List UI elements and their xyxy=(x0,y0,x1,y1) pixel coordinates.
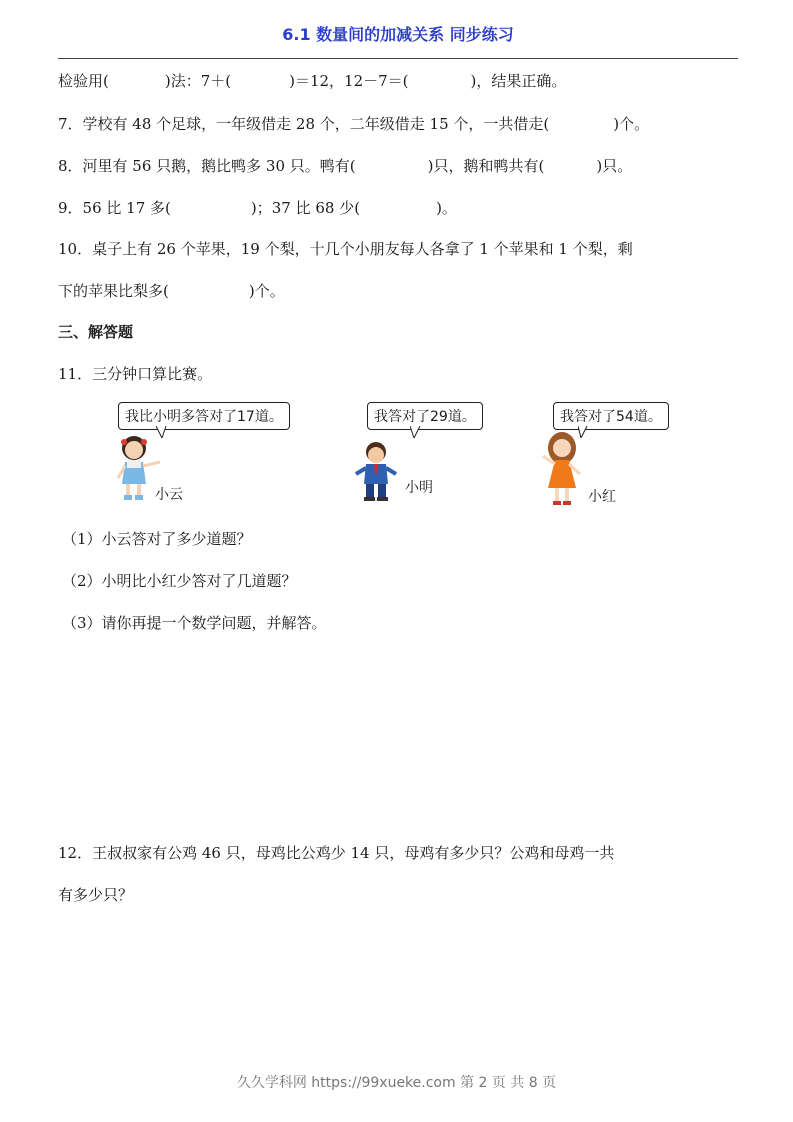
page-title: 6.1 数量间的加减关系 同步练习 xyxy=(282,25,514,44)
question-9 xyxy=(58,197,457,218)
question-11-sub-3: （3）请你再提一个数学问题，并解答。 xyxy=(62,614,327,632)
line-text: 8．河里有 56 只鹅，鹅比鸭多 30 只。鸭有( xyxy=(58,157,356,175)
boy-xiaoming-illustration xyxy=(352,440,400,504)
question-10-line-2 xyxy=(58,280,285,301)
page-footer: 久久学科网 https://99xueke.com 第 2 页 共 8 页 xyxy=(236,1075,557,1091)
character-name: 小红 xyxy=(588,489,616,505)
speech-bubble-xiaohong: 我答对了54道。 xyxy=(553,402,669,430)
question-12-line-1: 12．王叔叔家有公鸡 46 只，母鸡比公鸡少 14 只，母鸡有多少只？公鸡和母鸡一共 xyxy=(58,844,615,862)
line-text: )个。 xyxy=(248,282,285,300)
line-text: 7．学校有 48 个足球，一年级借走 28 个，二年级借走 15 个，一共借走( xyxy=(58,115,550,133)
line-text: 检验用( xyxy=(58,72,109,90)
line-text: 下的苹果比梨多( xyxy=(58,282,169,300)
speech-bubble-xiaoming: 我答对了29道。 xyxy=(367,402,483,430)
line-text: )只，鹅和鸭共有( xyxy=(427,157,545,175)
bubble-tail xyxy=(410,426,422,438)
character-name: 小明 xyxy=(405,480,433,496)
question-12-line-2: 有多少只？ xyxy=(58,886,134,904)
header-divider xyxy=(58,58,738,59)
question-7 xyxy=(58,113,649,134)
character-name: 小云 xyxy=(155,487,183,503)
question-10-line-1: 10．桌子上有 26 个苹果，19 个梨，十几个小朋友每人各拿了 1 个苹果和 1 个梨，剩 xyxy=(58,240,633,258)
line-text: 9．56 比 17 多( xyxy=(58,199,171,217)
question-11-sub-1: （1）小云答对了多少道题？ xyxy=(62,530,252,548)
line-text: )；37 比 68 少( xyxy=(250,199,361,217)
question-11-sub-2: （2）小明比小红少答对了几道题？ xyxy=(62,572,297,590)
line-text: )法：7＋( xyxy=(164,72,232,90)
girl-xiaohong-illustration xyxy=(538,430,586,508)
line-text: )＝12，12－7＝( xyxy=(289,72,409,90)
check-method-line xyxy=(58,70,566,91)
speech-bubble-xiaoyun: 我比小明多答对了17道。 xyxy=(118,402,290,430)
section-title: 三、解答题 xyxy=(58,323,134,341)
line-text: )只。 xyxy=(596,157,633,175)
line-text: )个。 xyxy=(613,115,650,133)
question-8 xyxy=(58,155,632,176)
line-text: )。 xyxy=(436,199,457,217)
question-11-title: 11．三分钟口算比赛。 xyxy=(58,365,213,383)
line-text: )，结果正确。 xyxy=(470,72,567,90)
